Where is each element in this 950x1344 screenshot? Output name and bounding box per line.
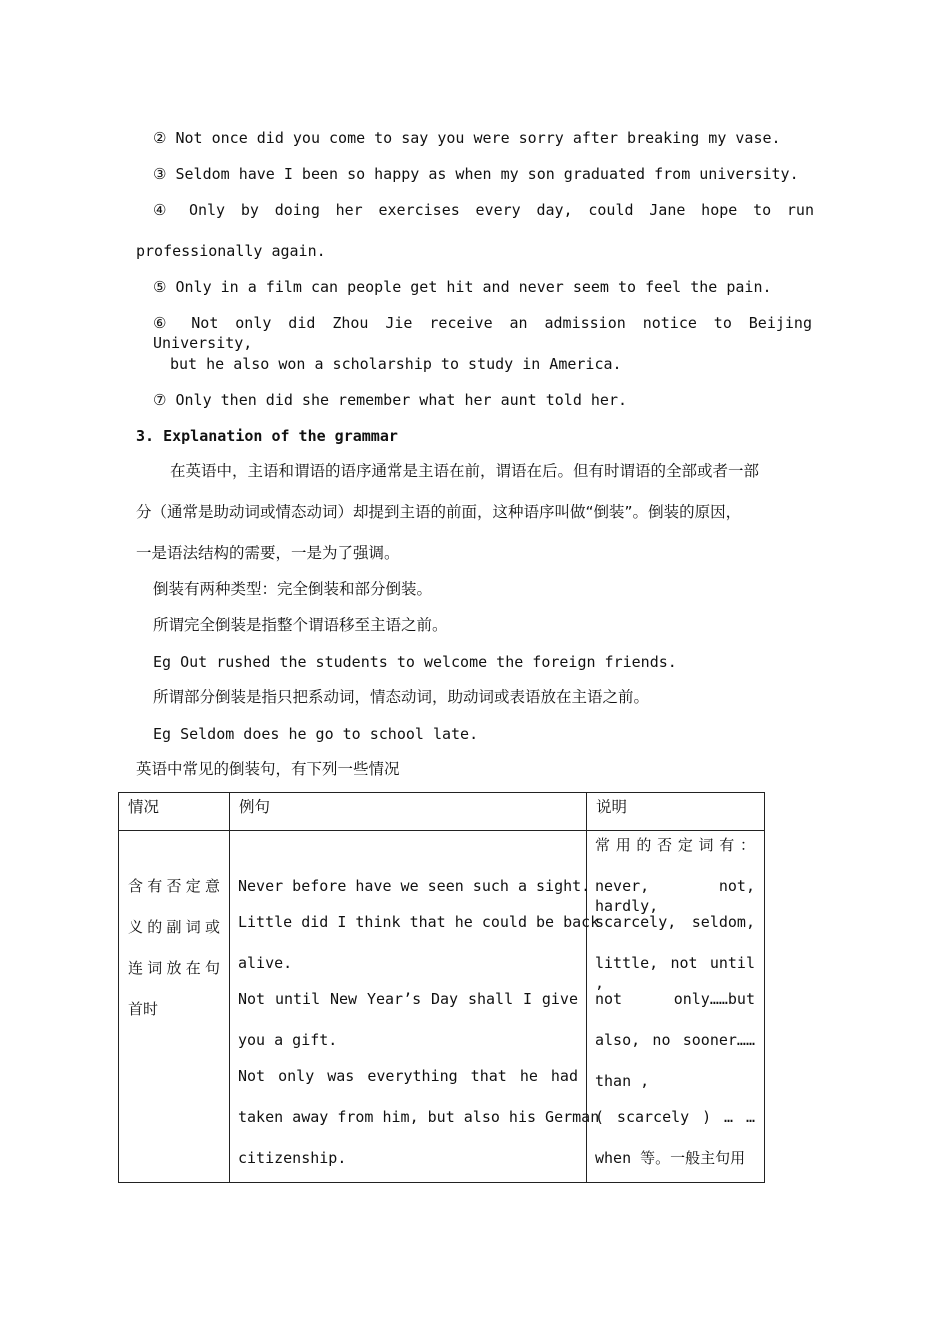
header-notes: 说明	[587, 793, 765, 831]
partial-inversion-example: Eg Seldom does he go to school late.	[153, 725, 479, 743]
note-line: also, no sooner……	[595, 1031, 755, 1049]
table-intro: 英语中常见的倒装句，有下列一些情况	[136, 760, 400, 778]
example-sentence-7: ⑦ Only then did she remember what her aunt told her.	[153, 391, 628, 409]
table-row	[119, 831, 765, 1183]
note-line: ( scarcely ) … …	[595, 1108, 755, 1126]
example-sentence-4: ④ Only by doing her exercises every day, could Jane hope to run	[153, 201, 814, 219]
example-line: Little did I think that he could be back	[238, 913, 600, 931]
notes-cell	[587, 831, 765, 1183]
header-situation: 情况	[119, 793, 230, 831]
example-line: citizenship.	[238, 1149, 347, 1167]
note-line: not only……but	[595, 990, 755, 1008]
example-sentence-6: ⑥ Not only did Zhou Jie receive an admission notice to Beijing University,	[153, 314, 812, 352]
example-sentence-5: ⑤ Only in a film can people get hit and never seem to feel the pain.	[153, 278, 772, 296]
example-sentence-4-continued: professionally again.	[136, 242, 326, 260]
example-line: taken away from him, but also his German	[238, 1108, 600, 1126]
situation-line: 连词放在句	[128, 959, 220, 977]
note-line: when 等。一般主句用	[595, 1149, 746, 1167]
situation-cell	[119, 831, 230, 1183]
partial-inversion-definition: 所谓部分倒装是指只把系动词，情态动词，助动词或表语放在主语之前。	[153, 688, 650, 706]
note-line: scarcely, seldom,	[595, 913, 755, 931]
table-header-row	[119, 793, 765, 831]
examples-cell	[230, 831, 600, 1183]
paragraph-line-3: 一是语法结构的需要，一是为了强调。	[136, 544, 400, 562]
situation-line: 首时	[128, 1000, 159, 1018]
example-sentence-6-continued: but he also won a scholarship to study in America.	[170, 355, 622, 373]
example-sentence-3: ③ Seldom have I been so happy as when my son graduated from university.	[153, 165, 799, 183]
example-line: Not only was everything that he had	[238, 1067, 578, 1085]
note-line: than ,	[595, 1072, 650, 1090]
header-examples: 例句	[230, 793, 587, 831]
example-line: Never before have we seen such a sight.	[238, 877, 591, 895]
paragraph-line-2: 分（通常是助动词或情态动词）却提到主语的前面，这种语序叫做“倒装”。倒装的原因，	[136, 503, 742, 521]
example-line: alive.	[238, 954, 293, 972]
example-sentence-2: ② Not once did you come to say you were sorry after breaking my vase.	[153, 129, 781, 147]
example-line: you a gift.	[238, 1031, 338, 1049]
note-line: 常用的否定词有：	[595, 836, 755, 854]
full-inversion-example: Eg Out rushed the students to welcome the foreign friends.	[153, 653, 677, 671]
section-heading: 3. Explanation of the grammar	[136, 427, 398, 445]
full-inversion-definition: 所谓完全倒装是指整个谓语移至主语之前。	[153, 616, 448, 634]
example-line: Not until New Year’s Day shall I give	[238, 990, 578, 1008]
inversion-types: 倒装有两种类型：完全倒装和部分倒装。	[153, 580, 433, 598]
paragraph-line-1: 在英语中，主语和谓语的语序通常是主语在前，谓语在后。但有时谓语的全部或者一部	[170, 462, 760, 480]
situation-line: 义的副词或	[128, 918, 220, 936]
inversion-table	[118, 792, 765, 1183]
note-line: little, not until ,	[595, 954, 755, 992]
note-line: never, not, hardly,	[595, 877, 755, 915]
situation-line: 含有否定意	[128, 877, 220, 895]
